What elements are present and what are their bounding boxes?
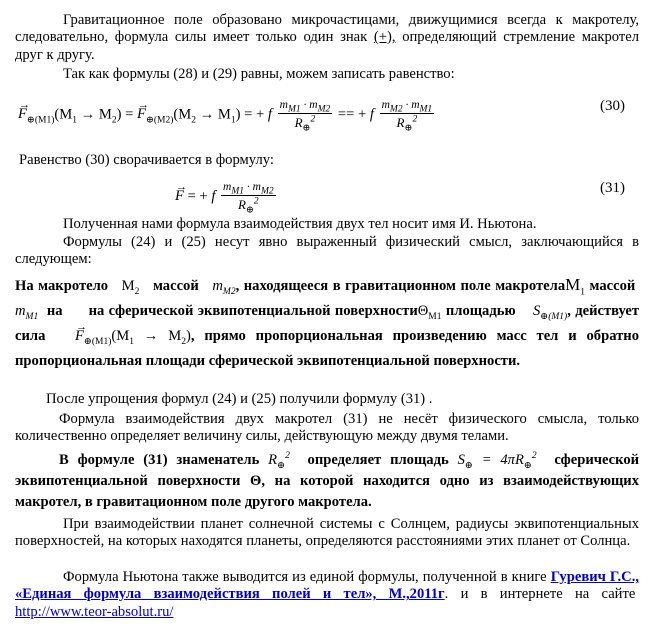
paragraph-text: При взаимодействии планет солнечной системы с Солнцем, радиусы эквипотенциальных поверхностей, на которых находятся планеты, определяются расстояниями этих планет от Солнца. <box>15 516 639 550</box>
paragraph-reference <box>15 569 639 621</box>
book-link[interactable]: Гуревич Г.С., «Единая формула взаимодействия полей и тел», М.,2011г <box>15 569 639 603</box>
equation-30 <box>15 86 639 134</box>
paragraph-text: Формулы (24) и (25) несут явно выраженный физический смысл, заключающийся в следующем: <box>15 234 639 268</box>
paragraph-text-mid: . и в интернете на сайте <box>444 586 636 603</box>
paragraph-equality-intro <box>15 66 639 83</box>
paragraph-text: Гравитационное поле образовано микрочастицами, движущимися всегда к макротелу, следовательно, формула силы имеет только один знак <box>15 12 639 46</box>
paragraph-text: Равенство (30) сворачивается в формулу: <box>19 152 274 168</box>
paragraph-text: Полученная нами формула взаимодействия двух тел носит имя И. Ньютона. <box>63 216 537 232</box>
paragraph-formula-meaning <box>15 411 639 446</box>
paragraph-physical-meaning <box>15 234 639 269</box>
website-link[interactable]: http://www.teor-absolut.ru/ <box>15 603 174 620</box>
paragraph-text: После упрощения формул (24) и (25) получили формулу (31) . <box>46 391 433 407</box>
equation-31-body: → F = + f $\frac{m_{M1} \cdot m_{M2}}{R_\oplus^2}$ <box>175 180 278 214</box>
paragraph-text: Так как формулы (28) и (29) равны, можем записать равенство: <box>63 66 455 82</box>
bold-statement-denominator: В формуле (31) знаменатель $R_\oplus^2$ определяет площадь $S_\oplus = 4\pi R_\oplus^2$ сферической эквипотенциальной поверхности Θ, на которой находится одно из взаимодействующих макротел, в гравитационном поле другого макротела. <box>15 451 640 510</box>
equation-31 <box>15 168 639 216</box>
paragraph-newton <box>15 216 639 233</box>
paragraph-simplification <box>15 391 639 408</box>
equation-30-number: (30) <box>600 98 625 114</box>
equation-30-body: → $F_{\oplus(M1)}(M_1 \to M_2)$ = → $F_{\oplus(M2)}(M_2 \to M_1)$ = + f $\frac{m_{M1} \cdot m_{M2}}{R_\oplus^2}$ == + f $\frac{m_{M2} \cdot m_{M1}}{R_\oplus^2}$ <box>18 98 436 132</box>
equation-31-number: (31) <box>600 180 625 196</box>
paragraph-planets <box>15 516 639 551</box>
bold-statement-force: На макротело $M_2$ массой $m_{M2}$, находящееся в гравитационном поле макротелаM$_1$ массой $m_{M1}$ на на сферической эквипотенциальной поверхностиΘ$_{M1}$ площадью $S_{\oplus(M1)}$, действует сила → $F_{\oplus(M1)}(M_1 \to M_2)$, прямо пропорциональная произведению масс тел и обратно пропорциональная площади сферической эквипотенциальной поверхности. <box>15 272 639 374</box>
paragraph-text: Формула Ньютона также выводится из единой формулы, полученной в книге <box>63 569 547 585</box>
paragraph-gravitational-field <box>15 12 639 64</box>
sign-text: (+), <box>373 29 396 46</box>
paragraph-text: Формула взаимодействия двух макротел (31) не несёт физического смысла, только количественно определяет величину силы, действующую между двумя телами. <box>15 411 639 445</box>
paragraph-text-tail: определяющий стремление макротел друг к другу. <box>15 29 639 63</box>
paragraph-collapse <box>19 152 643 169</box>
